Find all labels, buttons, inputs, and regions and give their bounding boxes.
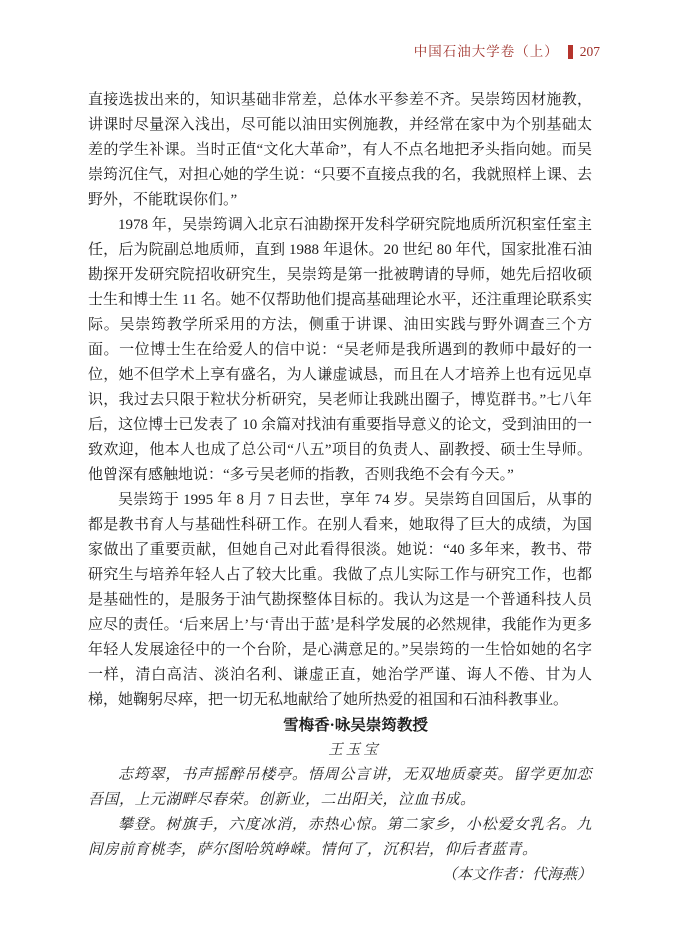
poem-author: 王玉宝 bbox=[328, 742, 381, 758]
body-paragraph-2: 1978 年，吴崇筠调入北京石油勘探开发科学研究院地质所沉积室任室主任，后为院副总地质师，直到 1988 年退休。20 世纪 80 年代，国家批准石油勘探开发研究院招收研究生，吴崇筠是第一批被聘请的导师，她先后招收硕士生和博士生 11 名。她不仅帮助他们提高基础理论水平，还注重理论联系实际。吴崇筠教学所采用的方法，侧重于讲课、油田实践与野外调查三个方面。一位博士生在给爱人的信中说：“吴老师是我所遇到的教师中最好的一位，她不但学术上享有盛名，为人谦虚诚恳，而且在人才培养上也有远见卓识，我过去只限于粒状分析研究，吴老师让我跳出圈子，博览群书。”七八年后，这位博士已发表了 10 余篇对找油有重要指导意义的论文，受到油田的一致欢迎，他本人也成了总公司“八五”项目的负责人、副教授、硕士生导师。他曾深有感触地说：“多亏吴老师的指教，否则我绝不会有今天。” bbox=[88, 217, 592, 483]
poem-title: 雪梅香·咏吴崇筠教授 bbox=[283, 717, 428, 734]
page-number: 207 bbox=[579, 44, 600, 59]
running-head bbox=[414, 44, 600, 60]
article-body bbox=[88, 88, 592, 888]
body-paragraph-3: 吴崇筠于 1995 年 8 月 7 日去世，享年 74 岁。吴崇筠自回国后，从事的都是教书育人与基础性科研工作。在别人看来，她取得了巨大的成绩，为国家做出了重要贡献，但她自己对此看得很淡。她说：“40 多年来，教书、带研究生与培养年轻人占了较大比重。我做了点儿实际工作与研究工作，也都是基础性的，是服务于油气勘探整体目标的。我认为这是一个普通科技人员应尽的责任。‘后来居上’与‘青出于蓝’是科学发展的必然规律，我能作为更多年轻人发展途径中的一个台阶，是心满意足的。”吴崇筠的一生恰如她的名字一样，清白高洁、淡泊名利、谦虚正直，她治学严谨、诲人不倦、甘为人梯，她鞠躬尽瘁，把一切无私地献给了她所热爱的祖国和石油科教事业。 bbox=[88, 492, 592, 708]
body-paragraph-1: 直接选拔出来的，知识基础非常差，总体水平参差不齐。吴崇筠因材施教，讲课时尽量深入浅出，尽可能以油田实例施教，并经常在家中为个别基础太差的学生补课。当时正值“文化大革命”，有人不点名地把矛头指向她。而吴崇筠沉住气，对担心她的学生说：“只要不直接点我的名，我就照样上课、去野外，不能耽误你们。” bbox=[88, 92, 592, 208]
volume-title: 中国石油大学卷（上） bbox=[413, 44, 559, 59]
poem-stanza-2: 攀登。树旗手，六度冰消，赤热心惊。第二家乡，小松爱女乳名。九间房前育桃李，萨尔图哈筑峥嵘。情何了，沉积岩，仰后者蓝青。 bbox=[88, 817, 592, 858]
poem-stanza-1: 志筠翠，书声摇醉吊楼亭。悟周公言讲，无双地质豪英。留学更加恋吾国，上元湖畔尽春荣。创新业，二出阳关，泣血书成。 bbox=[88, 767, 592, 808]
author-credit: （本文作者：代海燕） bbox=[441, 867, 592, 883]
page-number-divider-bar bbox=[568, 45, 573, 59]
